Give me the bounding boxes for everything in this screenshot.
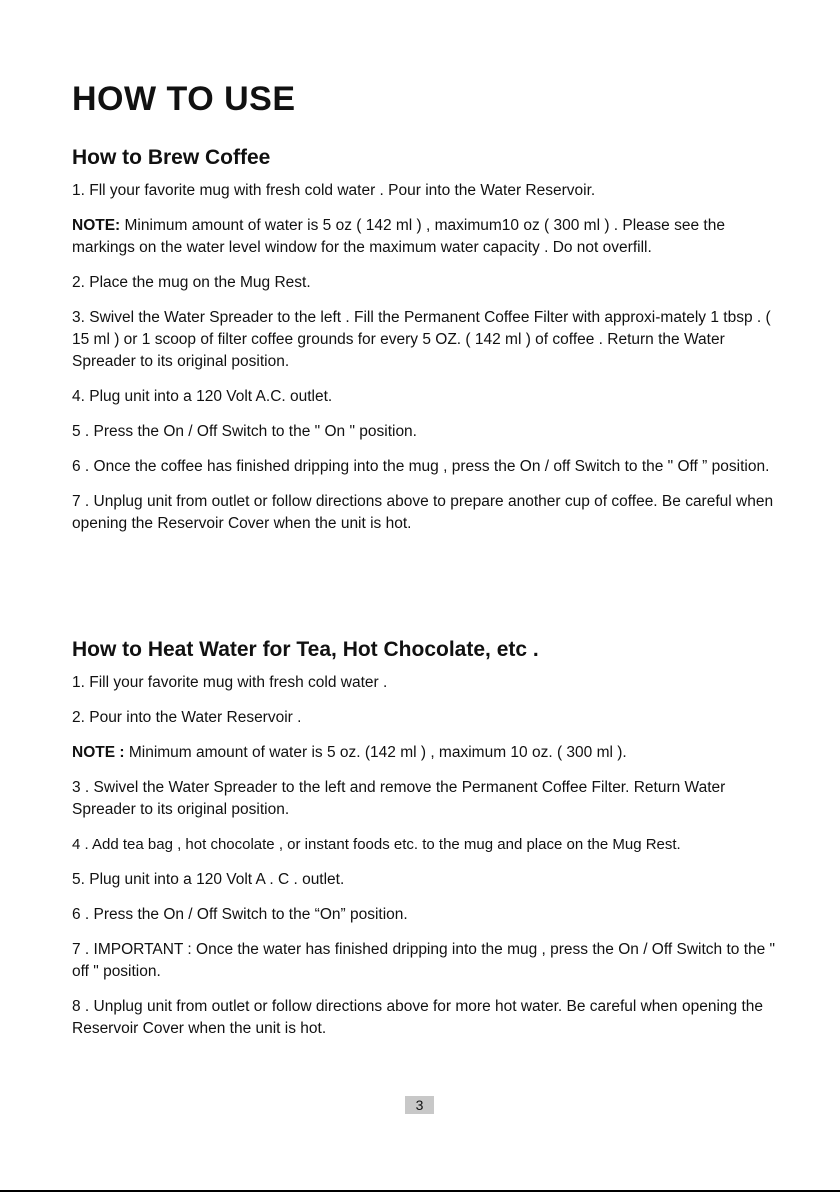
heat-step-6: 6 . Press the On / Off Switch to the “On” position.	[72, 906, 408, 923]
section-heat-water	[72, 638, 782, 1053]
brew-step-3: 3. Swivel the Water Spreader to the left . Fill the Permanent Coffee Filter with approxi-mately 1 tbsp . ( 15 ml ) or 1 scoop of filter coffee grounds for every 5 OZ. ( 142 ml ) of coffee . Return the Water Spreader to its original position.	[72, 309, 771, 370]
heat-step-1: 1. Fill your favorite mug with fresh cold water .	[72, 674, 388, 691]
section-brew-coffee	[72, 146, 782, 548]
brew-step-7: 7 . Unplug unit from outlet or follow directions above to prepare another cup of coffee. Be careful when opening the Reservoir Cover when the unit is hot.	[72, 493, 774, 532]
brew-step-1: 1. Fll your favorite mug with fresh cold water . Pour into the Water Reservoir.	[72, 182, 596, 199]
heat-note	[72, 742, 782, 764]
brew-step-5: 5 . Press the On / Off Switch to the " On " position.	[72, 423, 417, 440]
heat-step-3: 3 . Swivel the Water Spreader to the left and remove the Permanent Coffee Filter. Return Water Spreader to its original position.	[72, 779, 726, 818]
brew-note	[72, 215, 782, 259]
note-text: Minimum amount of water is 5 oz. (142 ml ) , maximum 10 oz. ( 300 ml ).	[124, 744, 627, 761]
section-heading-heat: How to Heat Water for Tea, Hot Chocolate, etc .	[72, 638, 539, 661]
page-number: 3	[405, 1096, 434, 1114]
heat-step-8: 8 . Unplug unit from outlet or follow directions above for more hot water. Be careful when opening the Reservoir Cover when the unit is hot.	[72, 998, 763, 1037]
brew-step-6: 6 . Once the coffee has finished dripping into the mug , press the On / off Switch to the " Off ” position.	[72, 458, 770, 475]
section-heading-brew: How to Brew Coffee	[72, 146, 271, 169]
note-label: NOTE:	[72, 217, 121, 234]
heat-step-5: 5. Plug unit into a 120 Volt A . C . outlet.	[72, 871, 345, 888]
brew-step-4: 4. Plug unit into a 120 Volt A.C. outlet.	[72, 388, 333, 405]
note-text: Minimum amount of water is 5 oz ( 142 ml ) , maximum10 oz ( 300 ml ) . Please see the markings on the water level window for the maximum water capacity . Do not overfill.	[72, 217, 725, 256]
note-label: NOTE :	[72, 744, 125, 761]
brew-step-2: 2. Place the mug on the Mug Rest.	[72, 274, 311, 291]
heat-step-4: 4 . Add tea bag , hot chocolate , or instant foods etc. to the mug and place on the Mug Rest.	[72, 836, 681, 853]
page-title: HOW TO USE	[72, 80, 296, 118]
heat-step-7: 7 . IMPORTANT : Once the water has finished dripping into the mug , press the On / Off Switch to the " off " position.	[72, 941, 776, 980]
heat-step-2: 2. Pour into the Water Reservoir .	[72, 709, 302, 726]
